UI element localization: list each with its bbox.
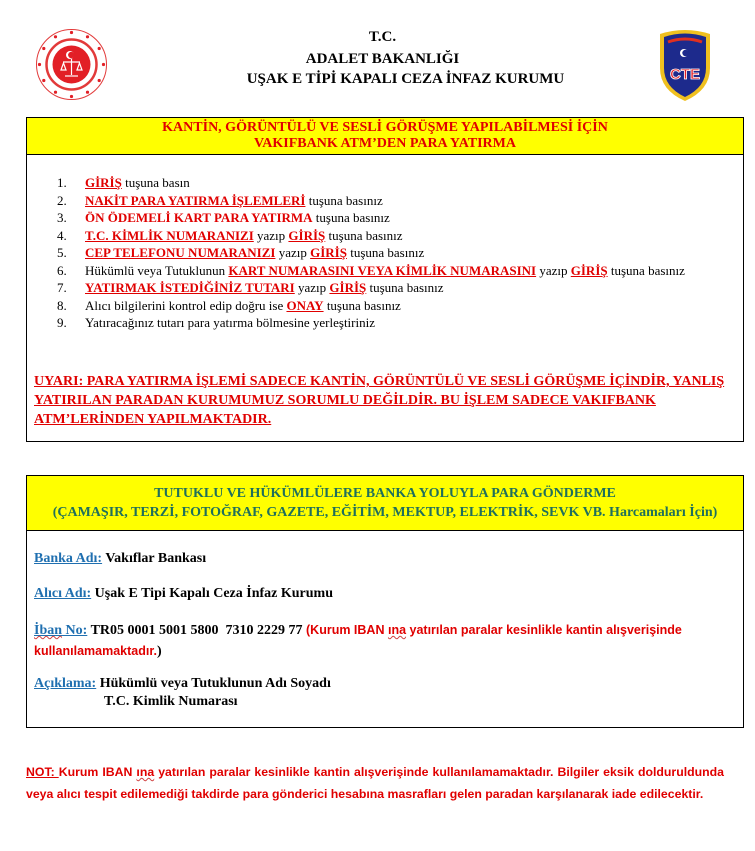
note-text-b: ına [136,765,155,779]
step-keyword: GİRİŞ [85,175,122,190]
bank-transfer-header [27,476,743,531]
step-text: Alıcı bilgilerini kontrol edip doğru ise [85,297,287,313]
iban-value[interactable]: TR05 0001 5001 5800 7310 2229 77 [90,623,303,638]
cte-emblem-text: CTE [670,66,700,83]
atm-deposit-header [27,118,743,155]
step-text: yazıp [253,227,289,243]
atm-warning: UYARI: PARA YATIRMA İŞLEMİ SADECE KANTİN, GÖRÜNTÜLÜ VE SESLİ GÖRÜŞME İÇİNDİR, YANLIŞ YATIRILAN PARADAN KURUMUMUZ SORUMLU DEĞİLDİR. BU İŞLEM SADECE VAKIFBANK ATM’LERİNDEN YAPILMAKTADIR. [34,374,725,427]
description-label: Açıklama: [34,676,97,691]
step-text: yazıp [294,280,330,295]
step-text: tuşuna basın [121,175,190,190]
step-text: tuşuna basınız [325,227,403,243]
step-keyword: GİRİŞ [288,227,326,243]
step-text: tuşuna basınız [366,280,444,295]
atm-step [57,314,727,332]
note-text-c: yatırılan paralar kesinlikle kantin alışverişinde kullanılamamaktadır. Bilgiler eksik dolduruldunda veya alıcı tespit edilemediği takdirde para gönderici hesabına masrafları gelen paradan karşılanarak iade edilecektir. [26,765,725,801]
bank-name-label: Banka Adı: [34,551,103,566]
step-keyword: GİRİŞ [570,262,608,278]
step-number: 8. [57,297,67,313]
step-text: yazıp [275,245,311,260]
atm-step [57,297,727,315]
step-keyword: GİRİŞ [310,245,347,260]
atm-step [57,209,727,227]
step-keyword: T.C. KİMLİK NUMARANIZI [85,227,254,243]
step-number: 3. [57,210,67,225]
description-field [34,675,331,693]
atm-deposit-section [26,117,744,442]
atm-deposit-title-line2: VAKIFBANK ATM’DEN PARA YATIRMA [254,136,516,151]
iban-note-close: ) [156,644,162,659]
step-text: yazıp [536,262,571,278]
step-text: Hükümlü veya Tutuklunun [85,262,229,278]
description-line1: Hükümlü veya Tutuklunun Adı Soyadı [99,676,331,691]
step-text: tuşuna basınız [607,262,685,278]
iban-label-a: İban [34,623,63,638]
header-ministry: ADALET BAKANLIĞI [305,51,460,67]
atm-step [57,244,727,262]
atm-step [57,262,727,280]
header-tc: T.C. [368,29,397,45]
step-keyword: GİRİŞ [329,280,367,295]
step-number: 6. [57,262,67,278]
step-text: tuşuna basınız [346,245,425,260]
atm-step [57,174,727,192]
atm-step [57,227,727,245]
step-number: 5. [57,245,67,260]
iban-note-b: ına [387,623,407,637]
step-text: tuşuna basınız [305,192,383,208]
bank-transfer-section [26,475,744,728]
atm-steps-list [57,174,727,332]
recipient-label: Alıcı Adı: [34,586,92,601]
step-keyword: NAKİT PARA YATIRMA İŞLEMLERİ [85,192,306,208]
footer-note [26,761,724,805]
bank-transfer-title-line1: TUTUKLU VE HÜKÜMLÜLERE BANKA YOLUYLA PARA GÖNDERME [154,486,616,501]
bank-transfer-title-line2: (ÇAMAŞIR, TERZİ, FOTOĞRAF, GAZETE, EĞİTİM, MEKTUP, ELEKTRİK, SEVK VB. Harcamaları İçin) [52,505,718,520]
step-number: 4. [57,227,67,243]
iban-note-a: (Kurum IBAN [306,623,388,637]
iban-label-b: No: [62,623,88,638]
step-keyword: YATIRMAK İSTEDİĞİNİZ TUTARI [85,280,295,295]
step-number: 2. [57,192,67,208]
step-keyword: ONAY [286,297,324,313]
atm-step [57,192,727,210]
note-label: NOT: [26,765,59,779]
header-institution: UŞAK E TİPİ KAPALI CEZA İNFAZ KURUMU [246,71,565,87]
step-text: Yatıracağınız tutarı para yatırma bölmesine yerleştiriniz [85,315,375,330]
cte-emblem-logo [656,28,714,103]
step-number: 7. [57,280,67,295]
bank-name-value: Vakıflar Bankası [105,551,207,566]
step-text: tuşuna basınız [312,210,390,225]
step-keyword: KART NUMARASINI VEYA KİMLİK NUMARASINI [228,262,537,278]
recipient-value: Uşak E Tipi Kapalı Ceza İnfaz Kurumu [94,586,333,601]
step-text: tuşuna basınız [323,297,401,313]
iban-field [34,620,734,662]
note-text-a: Kurum IBAN [58,765,137,779]
atm-step [57,279,727,297]
step-keyword: CEP TELEFONU NUMARANIZI [85,245,276,260]
step-number: 9. [57,315,67,330]
bank-name-field [34,550,206,568]
iban-note-c: yatırılan paralar kesinlikle kantin alışverişinde kullanılamamaktadır. [34,623,682,658]
step-number: 1. [57,175,67,190]
recipient-field [34,585,333,603]
atm-deposit-title-line1: KANTİN, GÖRÜNTÜLÜ VE SESLİ GÖRÜŞME YAPILABİLMESİ İÇİN [162,120,608,135]
description-line2: T.C. Kimlik Numarası [104,694,238,709]
step-keyword: ÖN ÖDEMELİ KART PARA YATIRMA [85,210,313,225]
